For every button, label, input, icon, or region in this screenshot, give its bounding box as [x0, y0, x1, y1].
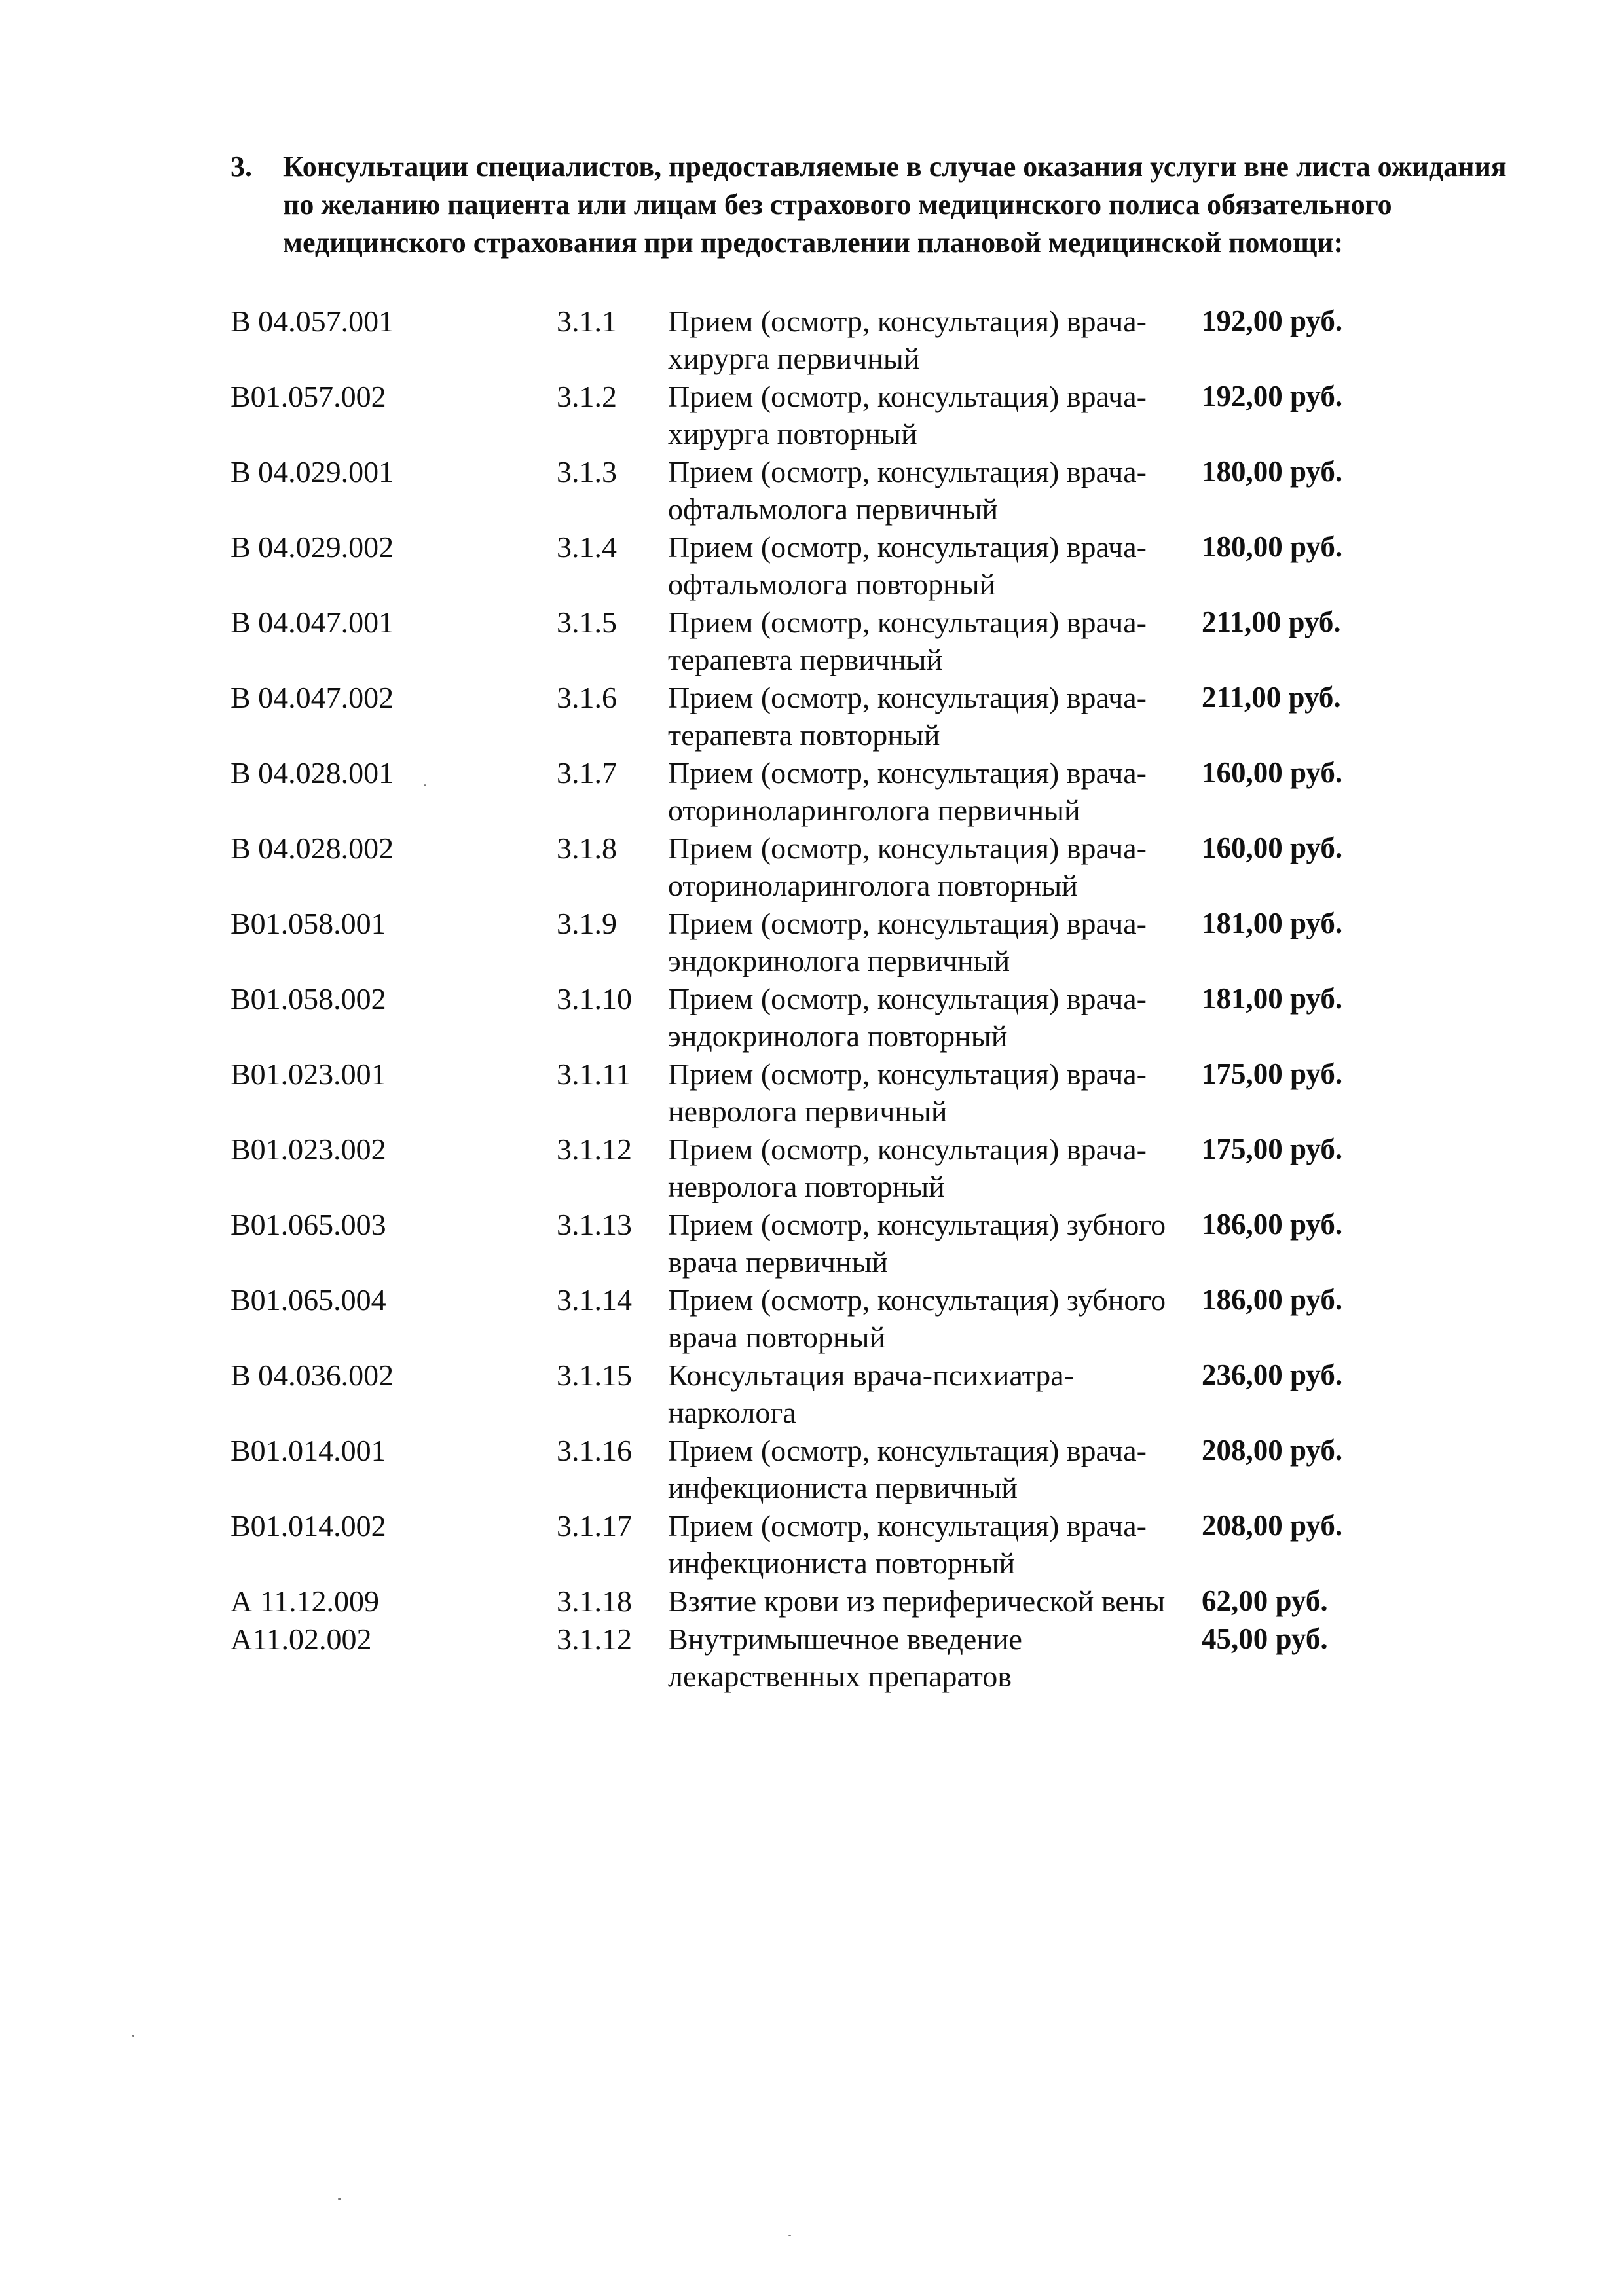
price-row — [231, 1432, 1475, 1506]
service-description: Внутримышечное введение лекарственных препаратов — [668, 1622, 1022, 1693]
service-price: 62,00 руб. — [1202, 1584, 1328, 1617]
service-code: В01.014.001 — [231, 1434, 386, 1467]
price-row — [231, 604, 1475, 678]
service-description: Прием (осмотр, консультация) врача-офтальмолога первичный — [668, 455, 1147, 526]
price-row — [231, 1357, 1475, 1431]
service-description: Прием (осмотр, консультация) зубного врача первичный — [668, 1208, 1166, 1279]
scan-speck — [788, 2235, 791, 2236]
service-price: 192,00 руб. — [1202, 380, 1343, 412]
service-price: 175,00 руб. — [1202, 1057, 1343, 1090]
service-code: А 11.12.009 — [231, 1584, 380, 1618]
service-description: Прием (осмотр, консультация) врача-офтальмолога повторный — [668, 530, 1147, 601]
item-number: 3.1.13 — [557, 1208, 632, 1241]
service-code: В 04.029.002 — [231, 530, 394, 564]
price-row — [231, 1055, 1475, 1130]
service-description: Прием (осмотр, консультация) врача-терапевта повторный — [668, 681, 1147, 752]
item-number: 3.1.8 — [557, 831, 617, 865]
service-price: 160,00 руб. — [1202, 831, 1343, 864]
item-number: 3.1.6 — [557, 681, 617, 714]
service-description: Прием (осмотр, консультация) врача-эндокринолога первичный — [668, 907, 1147, 977]
service-code: В01.058.002 — [231, 982, 386, 1015]
price-row — [231, 829, 1475, 904]
service-code: В 04.028.002 — [231, 831, 394, 865]
service-price: 160,00 руб. — [1202, 756, 1343, 789]
service-code: В 04.047.001 — [231, 606, 394, 639]
item-number: 3.1.11 — [557, 1057, 631, 1091]
price-row — [231, 1281, 1475, 1356]
item-number: 3.1.9 — [557, 907, 617, 940]
service-price: 186,00 руб. — [1202, 1283, 1343, 1316]
service-code: В01.023.002 — [231, 1133, 386, 1166]
service-description: Прием (осмотр, консультация) зубного врача повторный — [668, 1283, 1166, 1354]
price-row — [231, 679, 1475, 754]
item-number: 3.1.14 — [557, 1283, 632, 1317]
price-list — [231, 302, 1475, 1696]
service-price: 180,00 руб. — [1202, 530, 1343, 563]
service-code: В01.014.002 — [231, 1509, 386, 1542]
section-heading — [231, 148, 1507, 262]
price-row — [231, 528, 1475, 603]
price-row — [231, 378, 1475, 452]
price-row — [231, 905, 1475, 979]
service-price: 180,00 руб. — [1202, 455, 1343, 488]
item-number: 3.1.18 — [557, 1584, 632, 1618]
service-code: В 04.029.001 — [231, 455, 394, 488]
service-description: Прием (осмотр, консультация) врача-хирурга первичный — [668, 304, 1147, 375]
service-price: 181,00 руб. — [1202, 907, 1343, 939]
item-number: 3.1.12 — [557, 1133, 632, 1166]
scan-speck — [338, 2198, 341, 2200]
item-number: 3.1.4 — [557, 530, 617, 564]
service-price: 208,00 руб. — [1202, 1509, 1343, 1542]
price-row — [231, 980, 1475, 1055]
price-row — [231, 1620, 1475, 1695]
item-number: 3.1.3 — [557, 455, 617, 488]
item-number: 3.1.16 — [557, 1434, 632, 1467]
service-code: В 04.047.002 — [231, 681, 394, 714]
service-price: 211,00 руб. — [1202, 606, 1341, 638]
item-number: 3.1.1 — [557, 304, 617, 338]
price-row — [231, 453, 1475, 528]
item-number: 3.1.2 — [557, 380, 617, 413]
service-code: В01.057.002 — [231, 380, 386, 413]
service-price: 181,00 руб. — [1202, 982, 1343, 1015]
item-number: 3.1.15 — [557, 1358, 632, 1392]
price-row — [231, 754, 1475, 829]
service-price: 45,00 руб. — [1202, 1622, 1328, 1655]
service-price: 175,00 руб. — [1202, 1133, 1343, 1165]
service-price: 236,00 руб. — [1202, 1358, 1343, 1391]
price-row — [231, 1206, 1475, 1281]
section-title: Консультации специалистов, предоставляемые в случае оказания услуги вне листа ожидания по желанию пациента или лицам без страхового медицинского полиса обязательного медицинского страхования при предоставлении плановой медицинской помощи: — [283, 151, 1507, 259]
service-code: А11.02.002 — [231, 1622, 372, 1656]
service-description: Консультация врача-психиатра-нарколога — [668, 1358, 1075, 1429]
service-description: Прием (осмотр, консультация) врача-терапевта первичный — [668, 606, 1147, 676]
service-description: Прием (осмотр, консультация) врача-оториноларинголога первичный — [668, 756, 1147, 827]
service-code: В 04.028.001 — [231, 756, 394, 790]
service-price: 211,00 руб. — [1202, 681, 1341, 714]
item-number: 3.1.10 — [557, 982, 632, 1015]
scan-speck — [132, 2035, 134, 2037]
price-row — [231, 302, 1475, 377]
section-number: 3. — [231, 151, 252, 183]
service-description: Прием (осмотр, консультация) врача-невролога первичный — [668, 1057, 1147, 1128]
service-price: 186,00 руб. — [1202, 1208, 1343, 1241]
service-price: 192,00 руб. — [1202, 304, 1343, 337]
service-description: Прием (осмотр, консультация) врача-эндокринолога повторный — [668, 982, 1147, 1053]
service-code: В01.065.003 — [231, 1208, 386, 1241]
item-number: 3.1.12 — [557, 1622, 632, 1656]
item-number: 3.1.5 — [557, 606, 617, 639]
item-number: 3.1.17 — [557, 1509, 632, 1542]
service-description: Прием (осмотр, консультация) врача-хирурга повторный — [668, 380, 1147, 450]
price-row — [231, 1131, 1475, 1205]
service-price: 208,00 руб. — [1202, 1434, 1343, 1467]
item-number: 3.1.7 — [557, 756, 617, 790]
service-description: Взятие крови из периферической вены — [668, 1584, 1166, 1618]
service-description: Прием (осмотр, консультация) врача-оториноларинголога повторный — [668, 831, 1147, 902]
service-code: В01.058.001 — [231, 907, 386, 940]
price-row — [231, 1507, 1475, 1582]
scan-speck — [424, 784, 426, 786]
service-code: В 04.057.001 — [231, 304, 394, 338]
service-description: Прием (осмотр, консультация) врача-невролога повторный — [668, 1133, 1147, 1203]
service-code: В01.065.004 — [231, 1283, 386, 1317]
service-code: В01.023.001 — [231, 1057, 386, 1091]
service-description: Прием (осмотр, консультация) врача-инфекциониста повторный — [668, 1509, 1147, 1580]
service-description: Прием (осмотр, консультация) врача-инфекциониста первичный — [668, 1434, 1147, 1504]
price-row — [231, 1582, 1475, 1620]
service-code: В 04.036.002 — [231, 1358, 394, 1392]
